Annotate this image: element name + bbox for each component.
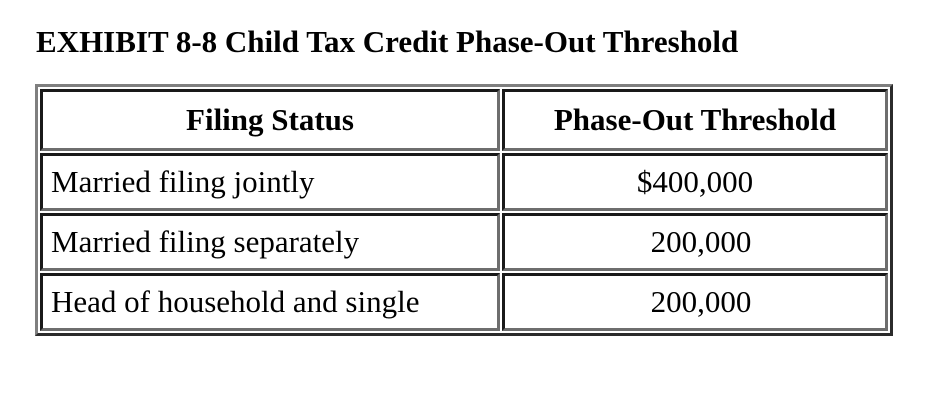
table-header bbox=[40, 89, 888, 151]
header-row bbox=[40, 89, 888, 151]
phase-out-threshold-table bbox=[35, 84, 893, 336]
threshold-cell bbox=[502, 273, 888, 331]
table-row bbox=[40, 273, 888, 331]
threshold-cell bbox=[502, 213, 888, 271]
filing-status-cell: Head of household and single bbox=[40, 273, 500, 331]
threshold-value: 200,000 bbox=[650, 284, 752, 319]
threshold-value: 200,000 bbox=[650, 224, 752, 259]
exhibit-title: EXHIBIT 8-8 Child Tax Credit Phase-Out Threshold bbox=[36, 24, 739, 59]
table-row bbox=[40, 213, 888, 271]
filing-status-cell: Married filing separately bbox=[40, 213, 500, 271]
header-phase-out-threshold: Phase-Out Threshold bbox=[502, 89, 888, 151]
table-body bbox=[40, 153, 888, 331]
threshold-cell: $400,000 bbox=[502, 153, 888, 211]
header-filing-status: Filing Status bbox=[40, 89, 500, 151]
phase-out-table-container bbox=[35, 84, 893, 336]
table-row bbox=[40, 153, 888, 211]
filing-status-cell: Married filing jointly bbox=[40, 153, 500, 211]
